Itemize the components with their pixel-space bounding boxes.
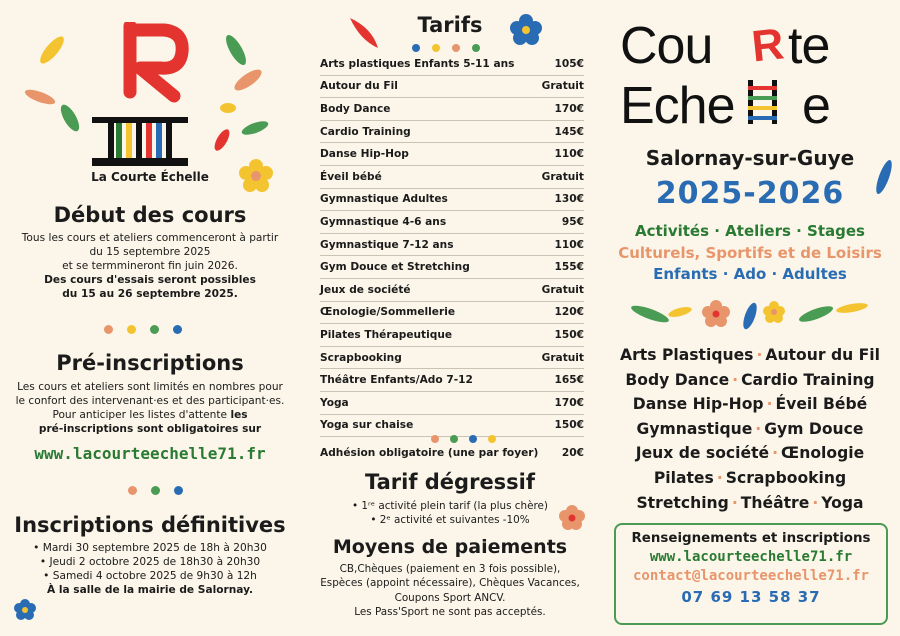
debut-line: Tous les cours et ateliers commenceront à partir (21, 232, 279, 244)
activity-line (600, 368, 900, 393)
degressif-title: Tarif dégressif (364, 470, 536, 494)
price-label: Cardio Training (320, 125, 411, 138)
separator-dot: · (755, 419, 762, 438)
activity-item: Gymnastique (636, 419, 753, 438)
info-email-link[interactable]: contact@lacourteechelle71.fr (632, 568, 869, 584)
separator-dot: · (732, 370, 739, 389)
pre-line: le confort des intervenant·es et des participant·es. (15, 395, 285, 407)
activity-item: Scrapbooking (725, 468, 847, 487)
price-label: Danse Hip-Hop (320, 148, 409, 161)
price-value: 155€ (554, 261, 584, 274)
activity-item: Théâtre (740, 493, 810, 512)
price-row (320, 166, 584, 189)
price-row (320, 98, 584, 121)
debut-line: du 15 septembre 2025 (89, 246, 211, 258)
tarifs-title: Tarifs (417, 13, 483, 37)
leaf-decoration-icon (870, 155, 898, 205)
price-value: 170€ (554, 102, 584, 115)
price-value: 110€ (554, 148, 584, 161)
debut-line: du 15 au 26 septembre 2025. (62, 288, 238, 300)
season-years: 2025-2026 (655, 176, 845, 211)
separator-dot: · (812, 493, 819, 512)
price-row (320, 189, 584, 212)
definitive-text (8, 541, 292, 597)
activity-item: Œnologie (781, 444, 865, 463)
price-row (320, 53, 584, 76)
debut-text (8, 231, 292, 301)
brand-logo (616, 14, 876, 135)
price-row (320, 347, 584, 370)
price-row (320, 392, 584, 415)
brand-word: e (802, 77, 830, 135)
definitive-line: • Mardi 30 septembre 2025 de 18h à 20h30 (33, 542, 267, 554)
activity-item: Cardio Training (741, 370, 875, 389)
price-label: Jeux de société (320, 283, 411, 296)
activity-item: Éveil Bébé (775, 395, 868, 414)
price-label: Scrapbooking (320, 351, 402, 364)
payment-line: Espèces (appoint nécessaire), Chèques Vacances, (320, 577, 580, 590)
right-panel (600, 0, 900, 636)
activities-list (600, 343, 900, 515)
price-value: 165€ (554, 374, 584, 387)
price-label: Body Dance (320, 102, 391, 115)
adhesion-label: Adhésion obligatoire (une par foyer) (320, 447, 539, 459)
separator-dot: · (766, 395, 773, 414)
website-link[interactable]: www.lacourteechelle71.fr (34, 444, 266, 463)
debut-line: Des cours d'essais seront possibles (44, 274, 256, 286)
activity-item: Arts Plastiques (620, 346, 754, 364)
price-value: 170€ (554, 396, 584, 409)
activity-item: Danse Hip-Hop (632, 395, 764, 414)
activity-item: Stretching (636, 493, 729, 512)
price-value: Gratuit (541, 80, 584, 93)
price-row (320, 211, 584, 234)
leaf-decoration-icon (620, 294, 880, 334)
price-label: Théâtre Enfants/Ado 7-12 (320, 374, 473, 387)
dots-decoration (128, 486, 183, 495)
tagline-activities: Activités · Ateliers · Stages (635, 222, 865, 240)
price-value: Gratuit (541, 351, 584, 364)
info-website-link[interactable]: www.lacourteechelle71.fr (649, 549, 853, 565)
pre-line: pré-inscriptions sont obligatoires sur (38, 423, 262, 435)
activity-item: Body Dance (625, 370, 730, 389)
activity-line (600, 491, 900, 516)
info-title: Renseignements et inscriptions (631, 531, 871, 546)
price-row (320, 143, 584, 166)
price-value: 105€ (554, 57, 584, 70)
pre-text (8, 380, 292, 436)
price-row (320, 121, 584, 144)
price-row (320, 324, 584, 347)
activity-item: Yoga (821, 493, 864, 512)
price-row (320, 302, 584, 325)
info-box (614, 523, 888, 625)
price-value: 145€ (554, 125, 584, 138)
separator-dot: · (756, 346, 763, 364)
separator-dot: · (716, 468, 723, 487)
price-table (320, 53, 584, 437)
price-value: 130€ (554, 193, 584, 206)
courte-echelle-logo-icon (90, 22, 196, 172)
ladder-icon (744, 80, 804, 132)
price-label: Gymnastique 7-12 ans (320, 238, 454, 251)
price-value: Gratuit (541, 170, 584, 183)
price-label: Œnologie/Sommellerie (320, 306, 456, 319)
price-row (320, 234, 584, 257)
payment-line: Les Pass'Sport ne sont pas acceptés. (354, 605, 546, 618)
pre-title: Pré-inscriptions (56, 351, 244, 375)
pre-line-part: Pour anticiper les listes d'attente (52, 409, 228, 421)
price-value: 120€ (554, 306, 584, 319)
brand-r: R (749, 19, 786, 72)
price-label: Yoga sur chaise (320, 419, 414, 432)
price-value: 150€ (554, 328, 584, 341)
activity-line (600, 392, 900, 417)
price-row (320, 279, 584, 302)
logo-caption: La Courte Échelle (91, 170, 209, 184)
flower-icon (13, 598, 37, 622)
tagline-types: Culturels, Sportifs et de Loisirs (618, 244, 882, 262)
adhesion-value: 20€ (561, 447, 584, 459)
flower-icon (558, 504, 586, 532)
pre-line-part: les (230, 409, 248, 421)
activity-line (600, 441, 900, 466)
debut-line: et se termmineront fin juin 2026. (62, 260, 238, 272)
middle-panel (300, 0, 600, 636)
adhesion-row (320, 447, 584, 459)
definitive-title: Inscriptions définitives (14, 513, 286, 537)
price-label: Gymnastique 4-6 ans (320, 215, 447, 228)
degressif-item: • 2ᵉ activité et suivantes -10% (370, 514, 530, 526)
separator-dot: · (772, 444, 779, 463)
brand-word: Cou (620, 17, 713, 75)
payment-line: CB,Chèques (paiement en 3 fois possible), (339, 563, 561, 575)
town-name: Salornay-sur-Guye (645, 146, 855, 170)
debut-title: Début des cours (53, 203, 247, 227)
brand-word: Eche (620, 77, 735, 135)
pre-line (8, 408, 292, 422)
left-panel (0, 0, 300, 636)
price-label: Yoga (320, 396, 349, 409)
price-row (320, 256, 584, 279)
price-label: Gym Douce et Stretching (320, 261, 470, 274)
degressif-list (300, 499, 600, 527)
activity-item: Autour du Fil (765, 346, 880, 364)
info-phone[interactable]: 07 69 13 58 37 (681, 588, 821, 606)
definitive-line: • Samedi 4 octobre 2025 de 9h30 à 12h (43, 570, 257, 582)
price-value: 95€ (561, 215, 584, 228)
price-label: Gymnastique Adultes (320, 193, 448, 206)
price-label: Arts plastiques Enfants 5-11 ans (320, 57, 515, 70)
activity-item: Pilates (653, 468, 714, 487)
price-label: Autour du Fil (320, 80, 398, 93)
brand-word: te (788, 17, 830, 75)
dots-decoration (430, 434, 500, 444)
payment-title: Moyens de paiements (332, 536, 568, 558)
payment-line: Coupons Sport ANCV. (394, 591, 506, 604)
payment-text (300, 562, 600, 619)
activity-line (600, 343, 900, 368)
price-value: 150€ (554, 419, 584, 432)
price-row (320, 369, 584, 392)
price-label: Pilates Thérapeutique (320, 328, 453, 341)
definitive-line: • Jeudi 2 octobre 2025 de 18h30 à 20h30 (39, 556, 261, 568)
tagline-audience: Enfants · Ado · Adultes (653, 265, 847, 283)
activity-item: Jeux de société (635, 444, 770, 463)
degressif-item: • 1ʳᵉ activité plein tarif (la plus chère) (351, 500, 548, 512)
pre-line: Les cours et ateliers sont limités en nombres pour (17, 381, 283, 393)
separator-dot: · (731, 493, 738, 512)
activity-item: Gym Douce (764, 419, 864, 438)
price-value: 110€ (554, 238, 584, 251)
price-label: Éveil bébé (320, 170, 382, 183)
activity-line (600, 466, 900, 491)
price-row (320, 76, 584, 99)
price-value: Gratuit (541, 283, 584, 296)
activity-line (600, 417, 900, 442)
dots-decoration (104, 325, 182, 334)
definitive-line: À la salle de la mairie de Salornay. (46, 584, 254, 596)
